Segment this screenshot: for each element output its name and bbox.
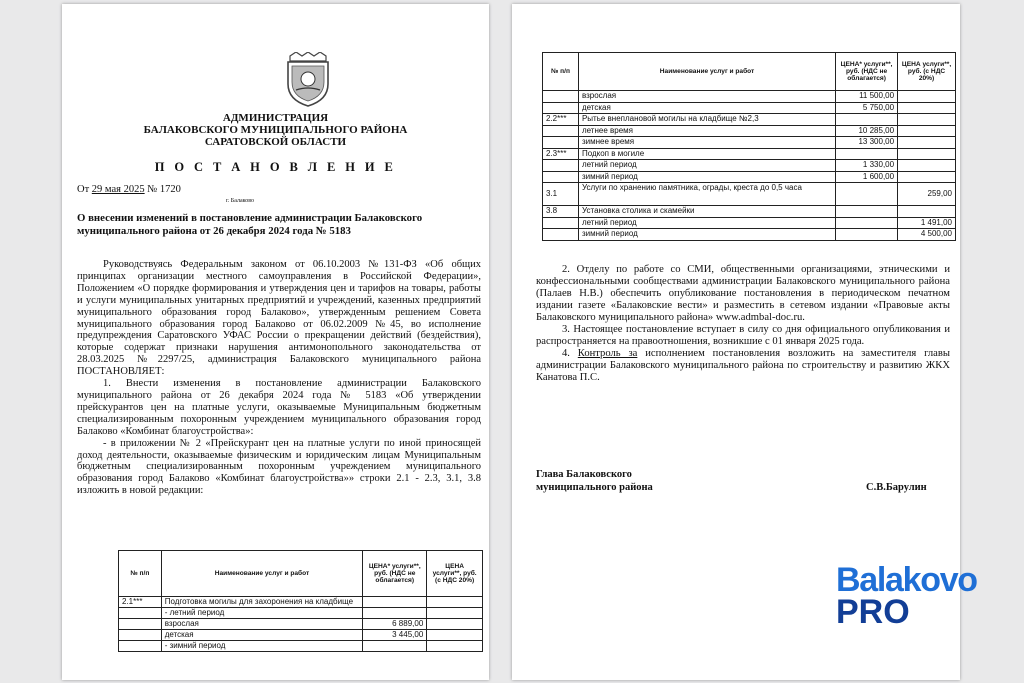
table-row [119,608,483,619]
cell-price-no-vat [363,641,427,652]
cell-price-no-vat: 3 445,00 [363,630,427,641]
cell-num [119,630,162,641]
cell-num: 2.2*** [543,114,579,126]
cell-price-no-vat [363,608,427,619]
cell-price-vat [898,148,956,160]
city-label: г. Балаково [226,198,255,204]
col-header-num: № п/п [119,551,162,597]
header-line-2: БАЛАКОВСКОГО МУНИЦИПАЛЬНОГО РАЙОНА [143,124,408,136]
item-4-underlined: Контроль за [577,348,638,359]
cell-price-vat [898,137,956,149]
table-row [543,125,956,137]
cell-price-vat: 4 500,00 [898,229,956,241]
cell-num [543,171,579,183]
cell-num [543,125,579,137]
date-line [77,184,181,196]
cell-price-vat [898,91,956,103]
paragraph-item-1: 1. Внести изменения в постановление администрации Балаковского муниципального района от 26 декабря 2024 года № 5183 «Об утверждении прейскурантов цен на платные услуги, оказываемые Муниципальным бюджетным специализированным похоронным учреждением муниципального образования город Балаково «Комбинат благоустройства»: [77,378,481,437]
document-title: П О С Т А Н О В Л Е Н И Е [154,160,397,174]
cell-price-no-vat [836,229,898,241]
paragraph-item-3: 3. Настоящее постановление вступает в силу со дня официального опубликования и распространяется на правоотношения, возникшие с 01 января 2025 года. [536,324,950,347]
table-row [543,229,956,241]
cell-name: зимнее время [578,137,835,149]
cell-name: зимний период [578,171,835,183]
cell-num: 3.8 [543,206,579,218]
table-row [543,183,956,206]
table-row [543,206,956,218]
cell-price-vat [427,597,483,608]
item-4-number: 4. [562,348,578,359]
cell-num: 3.1 [543,183,579,206]
table-row [119,597,483,608]
table-row [543,160,956,172]
cell-price-no-vat [836,217,898,229]
cell-name: Услуги по хранению памятника, ограды, креста до 0,5 часа [578,183,835,206]
col-header-price-no-vat: ЦЕНА* услуги**, руб. (НДС не облагается) [836,53,898,91]
cell-name: летний период [578,217,835,229]
body-text-right [536,264,950,384]
table-row [543,217,956,229]
signatory-title [536,468,653,494]
cell-price-vat [427,641,483,652]
cell-price-vat [427,608,483,619]
table-row [543,171,956,183]
cell-price-no-vat [836,114,898,126]
price-table-part-1 [118,550,483,652]
table-row [543,114,956,126]
logo-word-balakovo: Balakovo [836,561,977,599]
cell-num [119,608,162,619]
cell-name: - зимний период [161,641,363,652]
cell-num [543,217,579,229]
document-subject: О внесении изменений в постановление администрации Балаковского муниципального района от 26 декабря 2024 года № 5183 [77,212,423,237]
table-row [543,137,956,149]
cell-name: летний период [578,160,835,172]
header-line-1: АДМИНИСТРАЦИЯ [222,112,329,124]
cell-price-vat: 1 491,00 [898,217,956,229]
col-header-price-no-vat: ЦЕНА* услуги**, руб. (НДС не облагается) [363,551,427,597]
cell-num [543,160,579,172]
cell-price-vat [898,125,956,137]
cell-price-no-vat: 1 600,00 [836,171,898,183]
signatory-title-line-2: муниципального района [536,482,653,493]
cell-price-vat [898,206,956,218]
cell-price-no-vat: 1 330,00 [836,160,898,172]
table-row [119,619,483,630]
table-row [543,148,956,160]
cell-name: летнее время [578,125,835,137]
cell-price-no-vat [836,206,898,218]
col-header-name: Наименование услуг и работ [161,551,363,597]
paragraph-item-1-sub: - в приложении № 2 «Прейскурант цен на платные услуги по иной приносящей доход деятельности, оказываемые физическим и юридическим лицам Муниципальным бюджетным специализированным похоронным учреждением муниципального образования город Балаково «Комбинат благоустройства»» строки 2.1 - 2.3, 3.1, 3.8 изложить в новой редакции: [77,437,481,497]
signatory-name: С.В.Барулин [866,482,927,493]
signatory-title-line-1: Глава Балаковского [536,469,632,480]
cell-num: 2.3*** [543,148,579,160]
cell-num [543,102,579,114]
col-header-price-vat: ЦЕНА услуги**, руб. (с НДС 20%) [898,53,956,91]
cell-name: взрослая [161,619,363,630]
cell-name: зимний период [578,229,835,241]
cell-price-vat: 259,00 [898,183,956,206]
coat-of-arms-emblem-icon [278,52,338,108]
table-row [119,641,483,652]
date-value: 29 мая 2025 [91,184,145,195]
document-number: № 1720 [144,184,181,195]
balakovo-pro-logo [836,562,984,636]
cell-price-no-vat: 6 889,00 [363,619,427,630]
cell-name: Рытье внеплановой могилы на кладбище №2,3 [578,114,835,126]
logo-word-pro: PRO [836,593,910,631]
cell-price-no-vat [836,148,898,160]
cell-name: детская [578,102,835,114]
cell-price-no-vat: 11 500,00 [836,91,898,103]
date-prefix: От [77,184,90,195]
cell-name: Подготовка могилы для захоронения на кладбище [161,597,363,608]
cell-price-no-vat: 10 285,00 [836,125,898,137]
header-line-3: САРАТОВСКОЙ ОБЛАСТИ [204,136,347,148]
col-header-price-vat: ЦЕНА услуги**, руб. (с НДС 20%) [427,551,483,597]
cell-num [543,137,579,149]
table-row [543,102,956,114]
cell-price-vat [427,619,483,630]
paragraph-preamble: Руководствуясь Федеральным законом от 06.10.2003 №131-ФЗ «Об общих принципах организации местного самоуправления в Российской Федерации», Положением «О порядке формирования и утверждения цен и тарифов на товары, работы и услуги муниципальных унитарных предприятий и учреждений, казенных предприятий муниципального образования город Балаково», утвержденным решением Совета муниципального образования город Балаково от 06.02.2009 №45, во исполнение предупреждения Саратовского УФАС России о прекращении действий (бездействия), которые содержат признаки нарушения антимонопольного законодательства от 28.03.2025 №2297/25, администрация Балаковского муниципального района ПОСТАНОВЛЯЕТ: [77,259,481,378]
col-header-num: № п/п [543,53,579,91]
cell-name: взрослая [578,91,835,103]
cell-price-no-vat: 5 750,00 [836,102,898,114]
cell-price-no-vat [363,597,427,608]
table-row [543,91,956,103]
cell-name: Установка столика и скамейки [578,206,835,218]
paragraph-item-2: 2. Отделу по работе со СМИ, общественными организациями, этническими и конфессиональными сообществами администрации Балаковского муниципального района (Палаев Н.В.) обеспечить опубликование постановления в периодическом печатном издании газете «Балаковские вести» и разместить в сетевом издании «Правовые акты Балаковского муниципального района» www.admbal-doc.ru. [536,264,950,323]
cell-price-vat [898,171,956,183]
col-header-name: Наименование услуг и работ [578,53,835,91]
cell-name: детская [161,630,363,641]
cell-num [119,641,162,652]
body-text-left [77,259,481,497]
cell-price-vat [898,102,956,114]
cell-price-vat [898,114,956,126]
cell-price-no-vat [836,183,898,206]
cell-name: Подкоп в могиле [578,148,835,160]
cell-num [543,91,579,103]
cell-price-vat [898,160,956,172]
paragraph-item-4 [536,348,950,384]
cell-price-no-vat: 13 300,00 [836,137,898,149]
price-table-part-2 [542,52,956,241]
cell-num [119,619,162,630]
cell-name: - летний период [161,608,363,619]
cell-num [543,229,579,241]
cell-price-vat [427,630,483,641]
cell-num: 2.1*** [119,597,162,608]
document-page-1 [62,4,489,680]
item-4-rest: исполнением постановления возложить на заместителя главы администрации Балаковского муниципального района по строительству и развитию ЖКХ Канатова П.С. [536,348,950,383]
table-row [119,630,483,641]
